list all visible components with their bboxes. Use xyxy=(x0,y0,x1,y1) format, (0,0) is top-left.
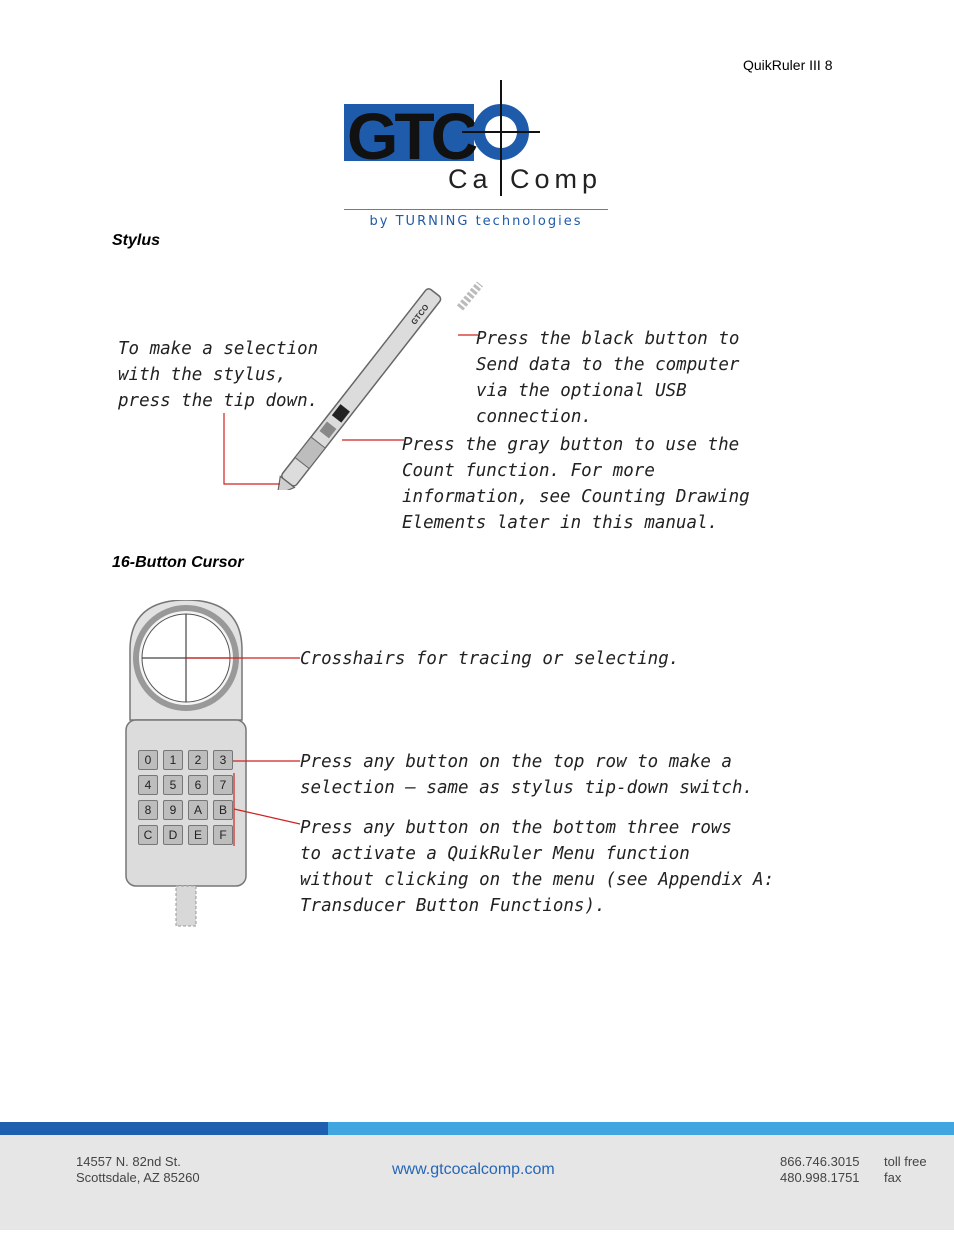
cursor-key[interactable]: E xyxy=(188,825,208,845)
cursor-key[interactable]: F xyxy=(213,825,233,845)
cursor-key[interactable]: 3 xyxy=(213,750,233,770)
cursor-heading: 16-Button Cursor xyxy=(112,554,244,571)
cursor-key[interactable]: 7 xyxy=(213,775,233,795)
footer-website-link[interactable]: www.gtcocalcomp.com xyxy=(392,1161,555,1178)
cursor-illustration xyxy=(122,600,302,928)
footer-bar-dark xyxy=(0,1122,328,1135)
svg-text:Ca: Ca xyxy=(448,164,493,194)
cursor-key[interactable]: 0 xyxy=(138,750,158,770)
cursor-key[interactable]: 8 xyxy=(138,800,158,820)
logo-divider xyxy=(344,209,608,210)
cursor-key[interactable]: 9 xyxy=(163,800,183,820)
cursor-keypad xyxy=(138,750,238,845)
footer-bar-light xyxy=(328,1122,954,1135)
crosshairs-callout: Crosshairs for tracing or selecting. xyxy=(300,649,680,669)
cursor-key[interactable]: B xyxy=(213,800,233,820)
gray-button-callout: Press the gray button to use the Count function. For more information, see Counting Drawing Elements later in this manual. xyxy=(402,435,750,533)
cursor-key[interactable]: A xyxy=(188,800,208,820)
footer-phones: 866.746.3015 480.998.1751 xyxy=(780,1154,860,1185)
footer-address: 14557 N. 82nd St. Scottsdale, AZ 85260 xyxy=(76,1154,200,1185)
pen-brand-text: GTCO xyxy=(409,302,431,327)
cursor-key[interactable]: 6 xyxy=(188,775,208,795)
bottom-rows-callout: Press any button on the bottom three rows to activate a QuikRuler Menu function without clicking on the menu (see Appendix A: Transducer Button Functions). xyxy=(300,818,775,916)
cursor-key[interactable]: 2 xyxy=(188,750,208,770)
cursor-key[interactable]: 4 xyxy=(138,775,158,795)
cursor-key[interactable]: C xyxy=(138,825,158,845)
black-button-callout: Press the black button to Send data to the computer via the optional USB connection. xyxy=(476,329,740,427)
page-number-header: QuikRuler III 8 xyxy=(743,57,833,73)
stylus-heading: Stylus xyxy=(112,232,161,249)
cursor-key[interactable]: 5 xyxy=(163,775,183,795)
logo-tagline: by TURNING technologies xyxy=(369,214,583,229)
cursor-key[interactable]: D xyxy=(163,825,183,845)
footer-phone-labels: toll free fax xyxy=(884,1154,927,1185)
top-row-callout: Press any button on the top row to make a selection — same as stylus tip-down switch. xyxy=(300,752,754,798)
stylus-tip-callout: To make a selection with the stylus, press the tip down. xyxy=(118,339,319,411)
svg-text:Comp: Comp xyxy=(510,164,603,194)
svg-text:GTC: GTC xyxy=(347,99,475,173)
cursor-key[interactable]: 1 xyxy=(163,750,183,770)
